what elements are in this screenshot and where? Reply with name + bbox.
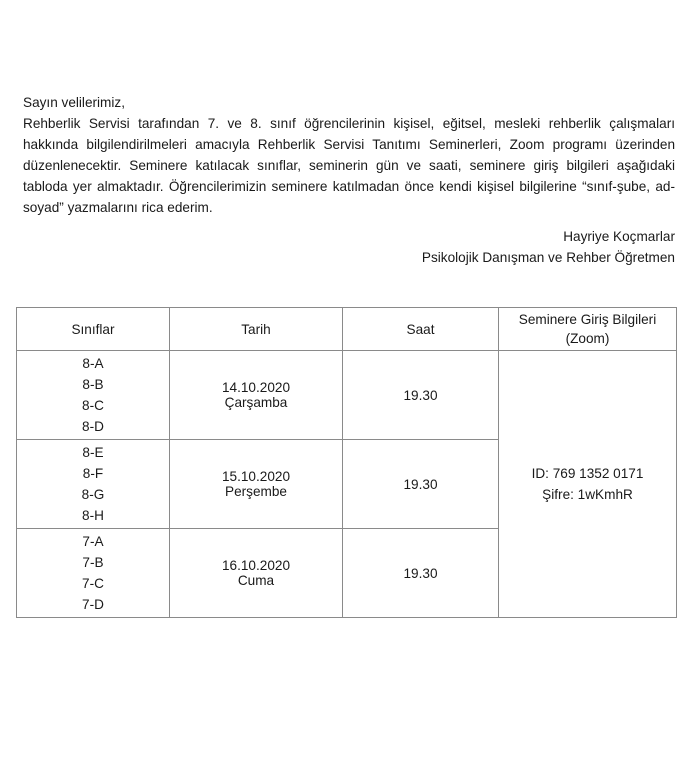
- class-item: 8-F: [82, 466, 104, 481]
- date-value: 15.10.2020: [221, 469, 291, 484]
- class-item: 8-C: [82, 398, 104, 413]
- class-item: 8-G: [81, 487, 105, 502]
- signature-title: Psikolojik Danışman ve Rehber Öğretmen: [421, 250, 675, 265]
- class-item: 7-C: [82, 576, 104, 591]
- day-value: Cuma: [237, 573, 275, 588]
- date-cell: [170, 351, 343, 440]
- time-cell: 19.30: [343, 529, 499, 618]
- classes-cell: [17, 440, 170, 529]
- signature-name: Hayriye Koçmarlar: [563, 229, 675, 244]
- letter: [23, 92, 675, 268]
- zoom-password: Şifre: 1wKmhR: [542, 487, 633, 502]
- time-cell: 19.30: [343, 351, 499, 440]
- date-cell: [170, 529, 343, 618]
- date-cell: [170, 440, 343, 529]
- letter-body: Rehberlik Servisi tarafından 7. ve 8. sınıf öğrencilerinin kişisel, eğitsel, mesleki rehberlik çalışmaları hakkında bilgilendirilmeleri amacıyla Rehberlik Servisi Tanıtımı Seminerleri, Zoom programı üzerinden düzenlenecektir. Seminere katılacak sınıflar, seminerin gün ve saati, seminere giriş bilgileri aşağıdaki tabloda yer almaktadır. Öğrencilerimizin seminere katılmadan önce kendi kişisel bilgilerine “sınıf-şube, ad-soyad” yazmalarını rica ederim.: [23, 116, 675, 215]
- table-header-row: [17, 308, 677, 351]
- class-item: 8-A: [82, 356, 104, 371]
- header-date: Tarih: [170, 308, 343, 351]
- header-login-line2: (Zoom): [565, 331, 610, 346]
- header-classes: Sınıflar: [17, 308, 170, 351]
- time-cell: 19.30: [343, 440, 499, 529]
- class-item: 7-D: [82, 597, 104, 612]
- zoom-meeting-id: ID: 769 1352 0171: [531, 466, 644, 481]
- classes-cell: [17, 529, 170, 618]
- day-value: Perşembe: [225, 484, 287, 499]
- table-row: [17, 351, 677, 440]
- day-value: Çarşamba: [224, 395, 288, 410]
- class-item: 8-D: [82, 419, 104, 434]
- header-time: Saat: [343, 308, 499, 351]
- header-login: [499, 308, 677, 351]
- date-value: 16.10.2020: [221, 558, 291, 573]
- class-item: 7-B: [82, 555, 104, 570]
- signature-block: [23, 226, 675, 268]
- header-login-line1: Seminere Giriş Bilgileri: [518, 312, 657, 327]
- seminar-schedule-table: [16, 307, 677, 618]
- class-item: 7-A: [82, 534, 104, 549]
- class-item: 8-B: [82, 377, 104, 392]
- zoom-login-cell: [499, 351, 677, 618]
- class-item: 8-H: [82, 508, 104, 523]
- date-value: 14.10.2020: [221, 380, 291, 395]
- greeting: Sayın velilerimiz,: [23, 95, 125, 110]
- classes-cell: [17, 351, 170, 440]
- class-item: 8-E: [82, 445, 104, 460]
